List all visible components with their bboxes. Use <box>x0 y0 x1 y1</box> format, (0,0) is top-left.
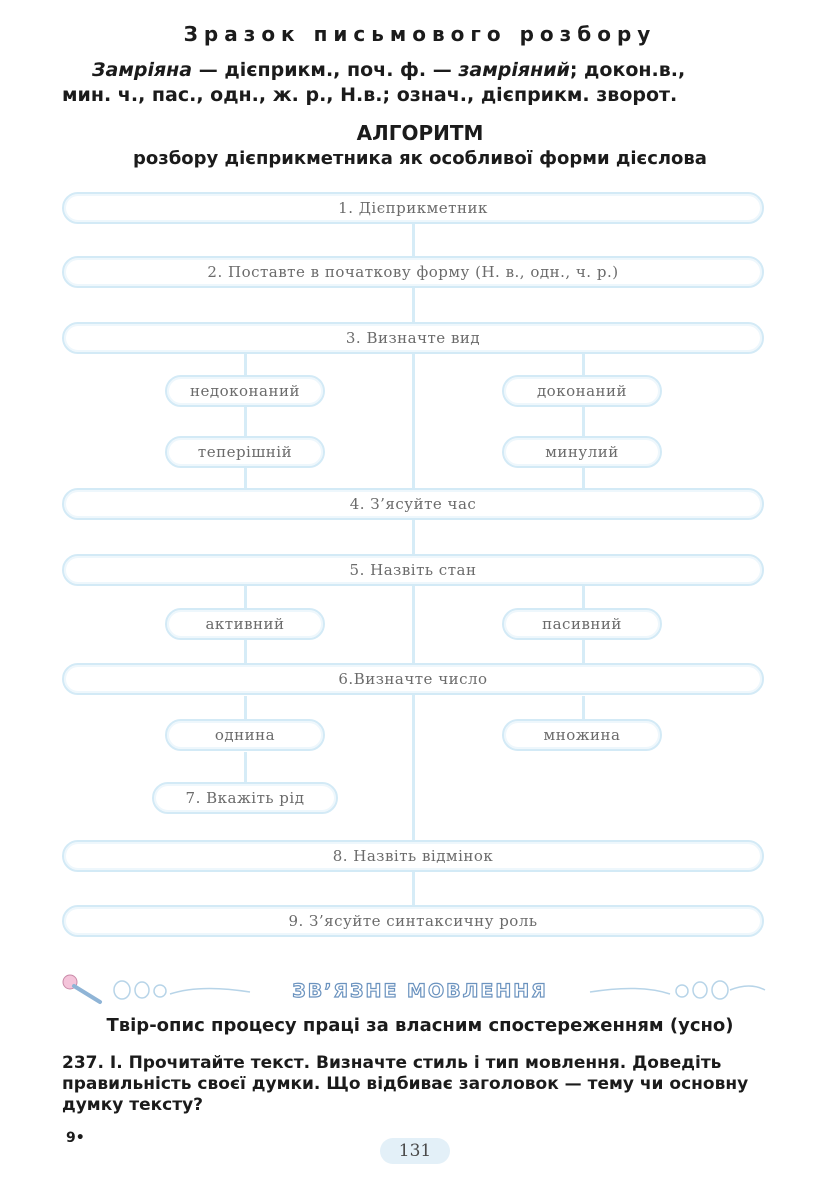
exercise-line-3: думку тексту? <box>62 1095 204 1115</box>
sample-title: Зразок письмового розбору <box>183 22 657 46</box>
step-1: 1. Дієприкметник <box>62 192 764 224</box>
signature-mark: 9• <box>66 1130 85 1146</box>
step-5: 5. Назвіть стан <box>62 554 764 586</box>
sample-base-form: замріяний <box>458 59 570 81</box>
branch-active: активний <box>165 608 325 640</box>
exercise-line-1: 237. І. Прочитайте текст. Визначте стиль і тип мовлення. Доведіть <box>62 1053 722 1073</box>
branch-past: минулий <box>502 436 662 468</box>
branch-perfective: доконаний <box>502 375 662 407</box>
page-number: 131 <box>380 1138 450 1164</box>
sample-part1: — дієприкм., поч. ф. — <box>192 59 459 81</box>
section-heading: ЗВ’ЯЗНЕ МОВЛЕННЯ <box>292 980 548 1002</box>
step-6: 6.Визначте число <box>62 663 764 695</box>
exercise-237 <box>62 1053 782 1116</box>
sample-line2: мин. ч., пас., одн., ж. р., Н.в.; означ., дієприкм. зворот. <box>62 84 678 106</box>
connector-gender <box>244 752 247 782</box>
branch-passive: пасивний <box>502 608 662 640</box>
step-7: 7. Вкажіть рід <box>152 782 338 814</box>
step-4: 4. З’ясуйте час <box>62 488 764 520</box>
sample-part2: ; докон.в., <box>569 59 686 81</box>
step-3: 3. Визначте вид <box>62 322 764 354</box>
branch-imperfective: недоконаний <box>165 375 325 407</box>
step-9: 9. З’ясуйте синтаксичну роль <box>62 905 764 937</box>
step-2: 2. Поставте в початкову форму (Н. в., одн., ч. р.) <box>62 256 764 288</box>
branch-singular: однина <box>165 719 325 751</box>
step-8: 8. Назвіть відмінок <box>62 840 764 872</box>
sample-word: Замріяна <box>92 59 193 81</box>
task-title: Твір-опис процесу праці за власним спостереженням (усно) <box>106 1015 734 1036</box>
algorithm-subtitle: розбору дієприкметника як особливої форми дієслова <box>133 148 707 169</box>
exercise-line-2: правильність своєї думки. Що відбиває заголовок — тему чи основну <box>62 1074 749 1094</box>
algorithm-title: АЛГОРИТМ <box>356 121 484 145</box>
branch-plural: множина <box>502 719 662 751</box>
sample-analysis <box>62 58 782 108</box>
branch-present: теперішній <box>165 436 325 468</box>
